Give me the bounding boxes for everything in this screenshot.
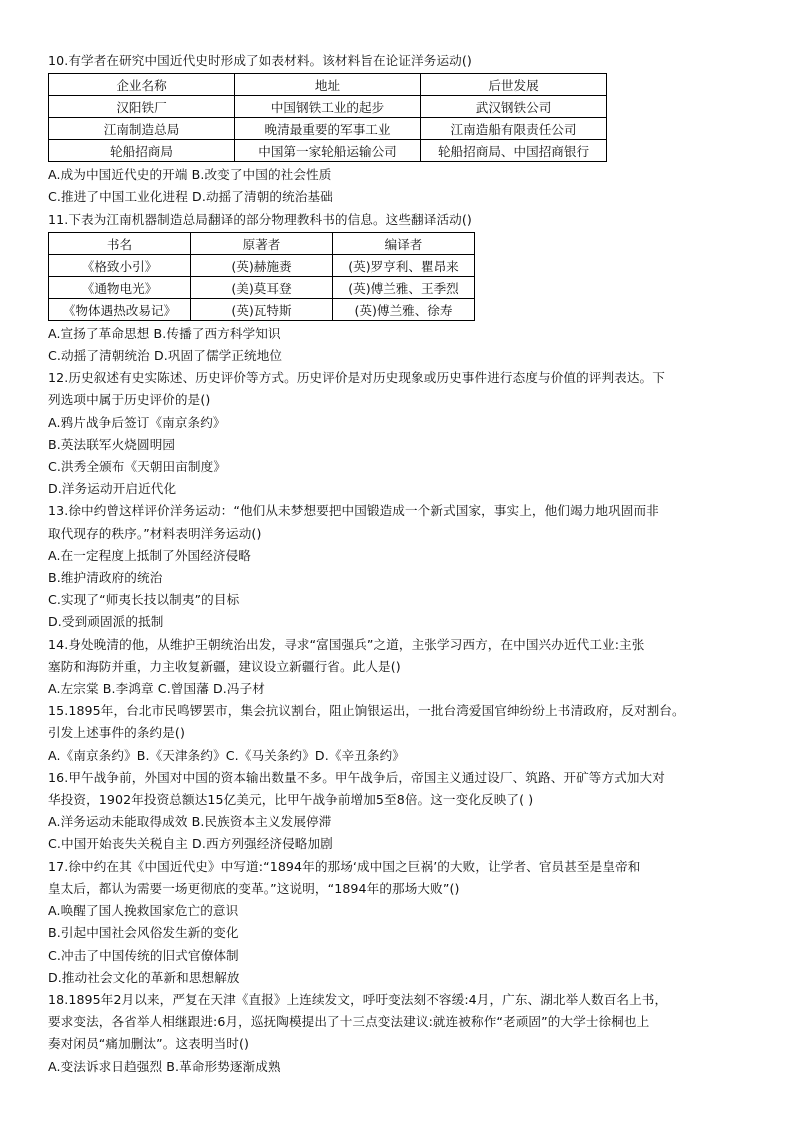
option-line: C.动摇了清朝统治 D.巩固了儒学正统地位	[48, 348, 283, 364]
question-stem: 列选项中属于历史评价的是()	[48, 392, 211, 408]
question-stem: 塞防和海防并重，力主收复新疆，建议设立新疆行省。此人是()	[48, 658, 401, 674]
table-cell: (英)傅兰雅、王季烈	[333, 276, 475, 298]
question-stem: 15.1895年，台北市民鸣锣罢市，集会抗议割台，阻止饷银运出，一批台湾爱国官绅纷纷上书清政府，反对割台。	[48, 703, 685, 719]
table-cell: (英)瓦特斯	[191, 298, 333, 320]
question-16	[48, 767, 748, 856]
question-stem: 11.下表为江南机器制造总局翻译的部分物理教科书的信息。这些翻译活动()	[48, 211, 472, 227]
table-header: 后世发展	[421, 74, 607, 96]
table-header: 地址	[235, 74, 421, 96]
question-stem: 皇太后，都认为需要一场更彻底的变革。”这说明，“1894年的那场大败”()	[48, 880, 460, 896]
table-cell: 《格致小引》	[49, 254, 191, 276]
table-cell: 轮船招商局	[49, 140, 235, 162]
table-row	[49, 118, 607, 140]
question-18	[48, 989, 748, 1078]
table-header: 编译者	[333, 232, 475, 254]
option-line: D.受到顽固派的抵制	[48, 614, 164, 630]
question-15	[48, 700, 748, 767]
question-stem: 华投资，1902年投资总额达15亿美元，比甲午战争前增加5至8倍。这一变化反映了( )	[48, 792, 534, 808]
option-line: C.实现了“师夷长技以制夷”的目标	[48, 592, 240, 608]
table-row	[49, 298, 475, 320]
table-cell: (美)莫耳登	[191, 276, 333, 298]
question-17	[48, 856, 748, 989]
option-line: A.成为中国近代史的开端 B.改变了中国的社会性质	[48, 167, 332, 183]
option-line: A.洋务运动未能取得成效 B.民族资本主义发展停滞	[48, 814, 332, 830]
table-cell: (英)罗亨利、瞿昂来	[333, 254, 475, 276]
textbook-table	[48, 232, 475, 321]
option-line: A.鸦片战争后签订《南京条约》	[48, 414, 226, 430]
option-line: B.英法联军火烧圆明园	[48, 436, 176, 452]
question-stem: 17.徐中约在其《中国近代史》中写道:“1894年的那场‘成中国之巨祸’的大败，让学者、官员甚至是皇帝和	[48, 858, 641, 874]
option-line: A.《南京条约》B.《天津条约》C.《马关条约》D.《辛丑条约》	[48, 747, 405, 763]
question-stem: 10.有学者在研究中国近代史时形成了如表材料。该材料旨在论证洋务运动()	[48, 53, 472, 68]
table-header: 书名	[49, 232, 191, 254]
table-cell: 轮船招商局、中国招商银行	[421, 140, 607, 162]
table-cell: 《物体遇热改易记》	[49, 298, 191, 320]
table-cell: (英)傅兰雅、徐寿	[333, 298, 475, 320]
exam-page	[48, 50, 748, 1078]
option-line: A.宣扬了革命思想 B.传播了西方科学知识	[48, 325, 281, 341]
option-line: B.引起中国社会风俗发生新的变化	[48, 925, 239, 941]
question-stem: 14.身处晚清的他，从维护王朝统治出发，寻求“富国强兵”之道，主张学习西方，在中国兴办近代工业:主张	[48, 636, 645, 652]
enterprise-table	[48, 73, 607, 162]
option-line: A.在一定程度上抵制了外国经济侵略	[48, 547, 252, 563]
table-header: 原著者	[191, 232, 333, 254]
table-row	[49, 276, 475, 298]
question-stem: 奏对闲员“痛加删汰”。这表明当时()	[48, 1036, 249, 1052]
option-line: D.洋务运动开启近代化	[48, 481, 177, 497]
table-cell: (英)赫施赉	[191, 254, 333, 276]
option-line: C.冲击了中国传统的旧式官僚体制	[48, 947, 239, 963]
table-cell: 江南造船有限责任公司	[421, 118, 607, 140]
option-line: C.推进了中国工业化进程 D.动摇了清朝的统治基础	[48, 189, 333, 205]
question-stem: 13.徐中约曾这样评价洋务运动：“他们从未梦想要把中国锻造成一个新式国家，事实上，他们竭力地巩固而非	[48, 503, 659, 519]
table-header-row	[49, 74, 607, 96]
option-line: A.唤醒了国人挽救国家危亡的意识	[48, 903, 239, 919]
table-cell: 晚清最重要的军事工业	[235, 118, 421, 140]
question-10	[48, 50, 748, 209]
option-line: C.中国开始丧失关税自主 D.西方列强经济侵略加剧	[48, 836, 333, 852]
question-11	[48, 209, 748, 368]
table-cell: 江南制造总局	[49, 118, 235, 140]
option-line: D.推动社会文化的革新和思想解放	[48, 969, 240, 985]
table-row	[49, 140, 607, 162]
table-header-row	[49, 232, 475, 254]
question-13	[48, 500, 748, 633]
table-cell: 武汉钢铁公司	[421, 96, 607, 118]
question-stem: 取代现存的秩序。”材料表明洋务运动()	[48, 525, 262, 541]
table-cell: 中国钢铁工业的起步	[235, 96, 421, 118]
question-stem: 引发上述事件的条约是()	[48, 725, 185, 741]
table-row	[49, 96, 607, 118]
option-line: B.维护清政府的统治	[48, 570, 163, 586]
question-stem: 16.甲午战争前，外国对中国的资本输出数量不多。甲午战争后，帝国主义通过设厂、筑路、开矿等方式加大对	[48, 769, 665, 785]
option-line: C.洪秀全颁布《天朝田亩制度》	[48, 459, 227, 475]
option-line: A.左宗棠 B.李鸿章 C.曾国藩 D.冯子材	[48, 681, 265, 697]
table-row	[49, 254, 475, 276]
table-cell: 中国第一家轮船运输公司	[235, 140, 421, 162]
question-stem: 18.1895年2月以来，严复在天津《直报》上连续发文，呼吁变法刻不容缓:4月，广东、湖北举人数百名上书，	[48, 991, 668, 1007]
question-12	[48, 367, 748, 500]
option-line: A.变法诉求日趋强烈 B.革命形势逐渐成熟	[48, 1058, 281, 1074]
table-cell: 汉阳铁厂	[49, 96, 235, 118]
question-14	[48, 634, 748, 701]
table-header: 企业名称	[49, 74, 235, 96]
table-cell: 《通物电光》	[49, 276, 191, 298]
question-stem: 要求变法，各省举人相继跟进:6月，巡抚陶模提出了十三点变法建议:就连被称作“老顽固”的大学士徐桐也上	[48, 1014, 650, 1030]
question-stem: 12.历史叙述有史实陈述、历史评价等方式。历史评价是对历史现象或历史事件进行态度与价值的评判表达。下	[48, 370, 665, 386]
